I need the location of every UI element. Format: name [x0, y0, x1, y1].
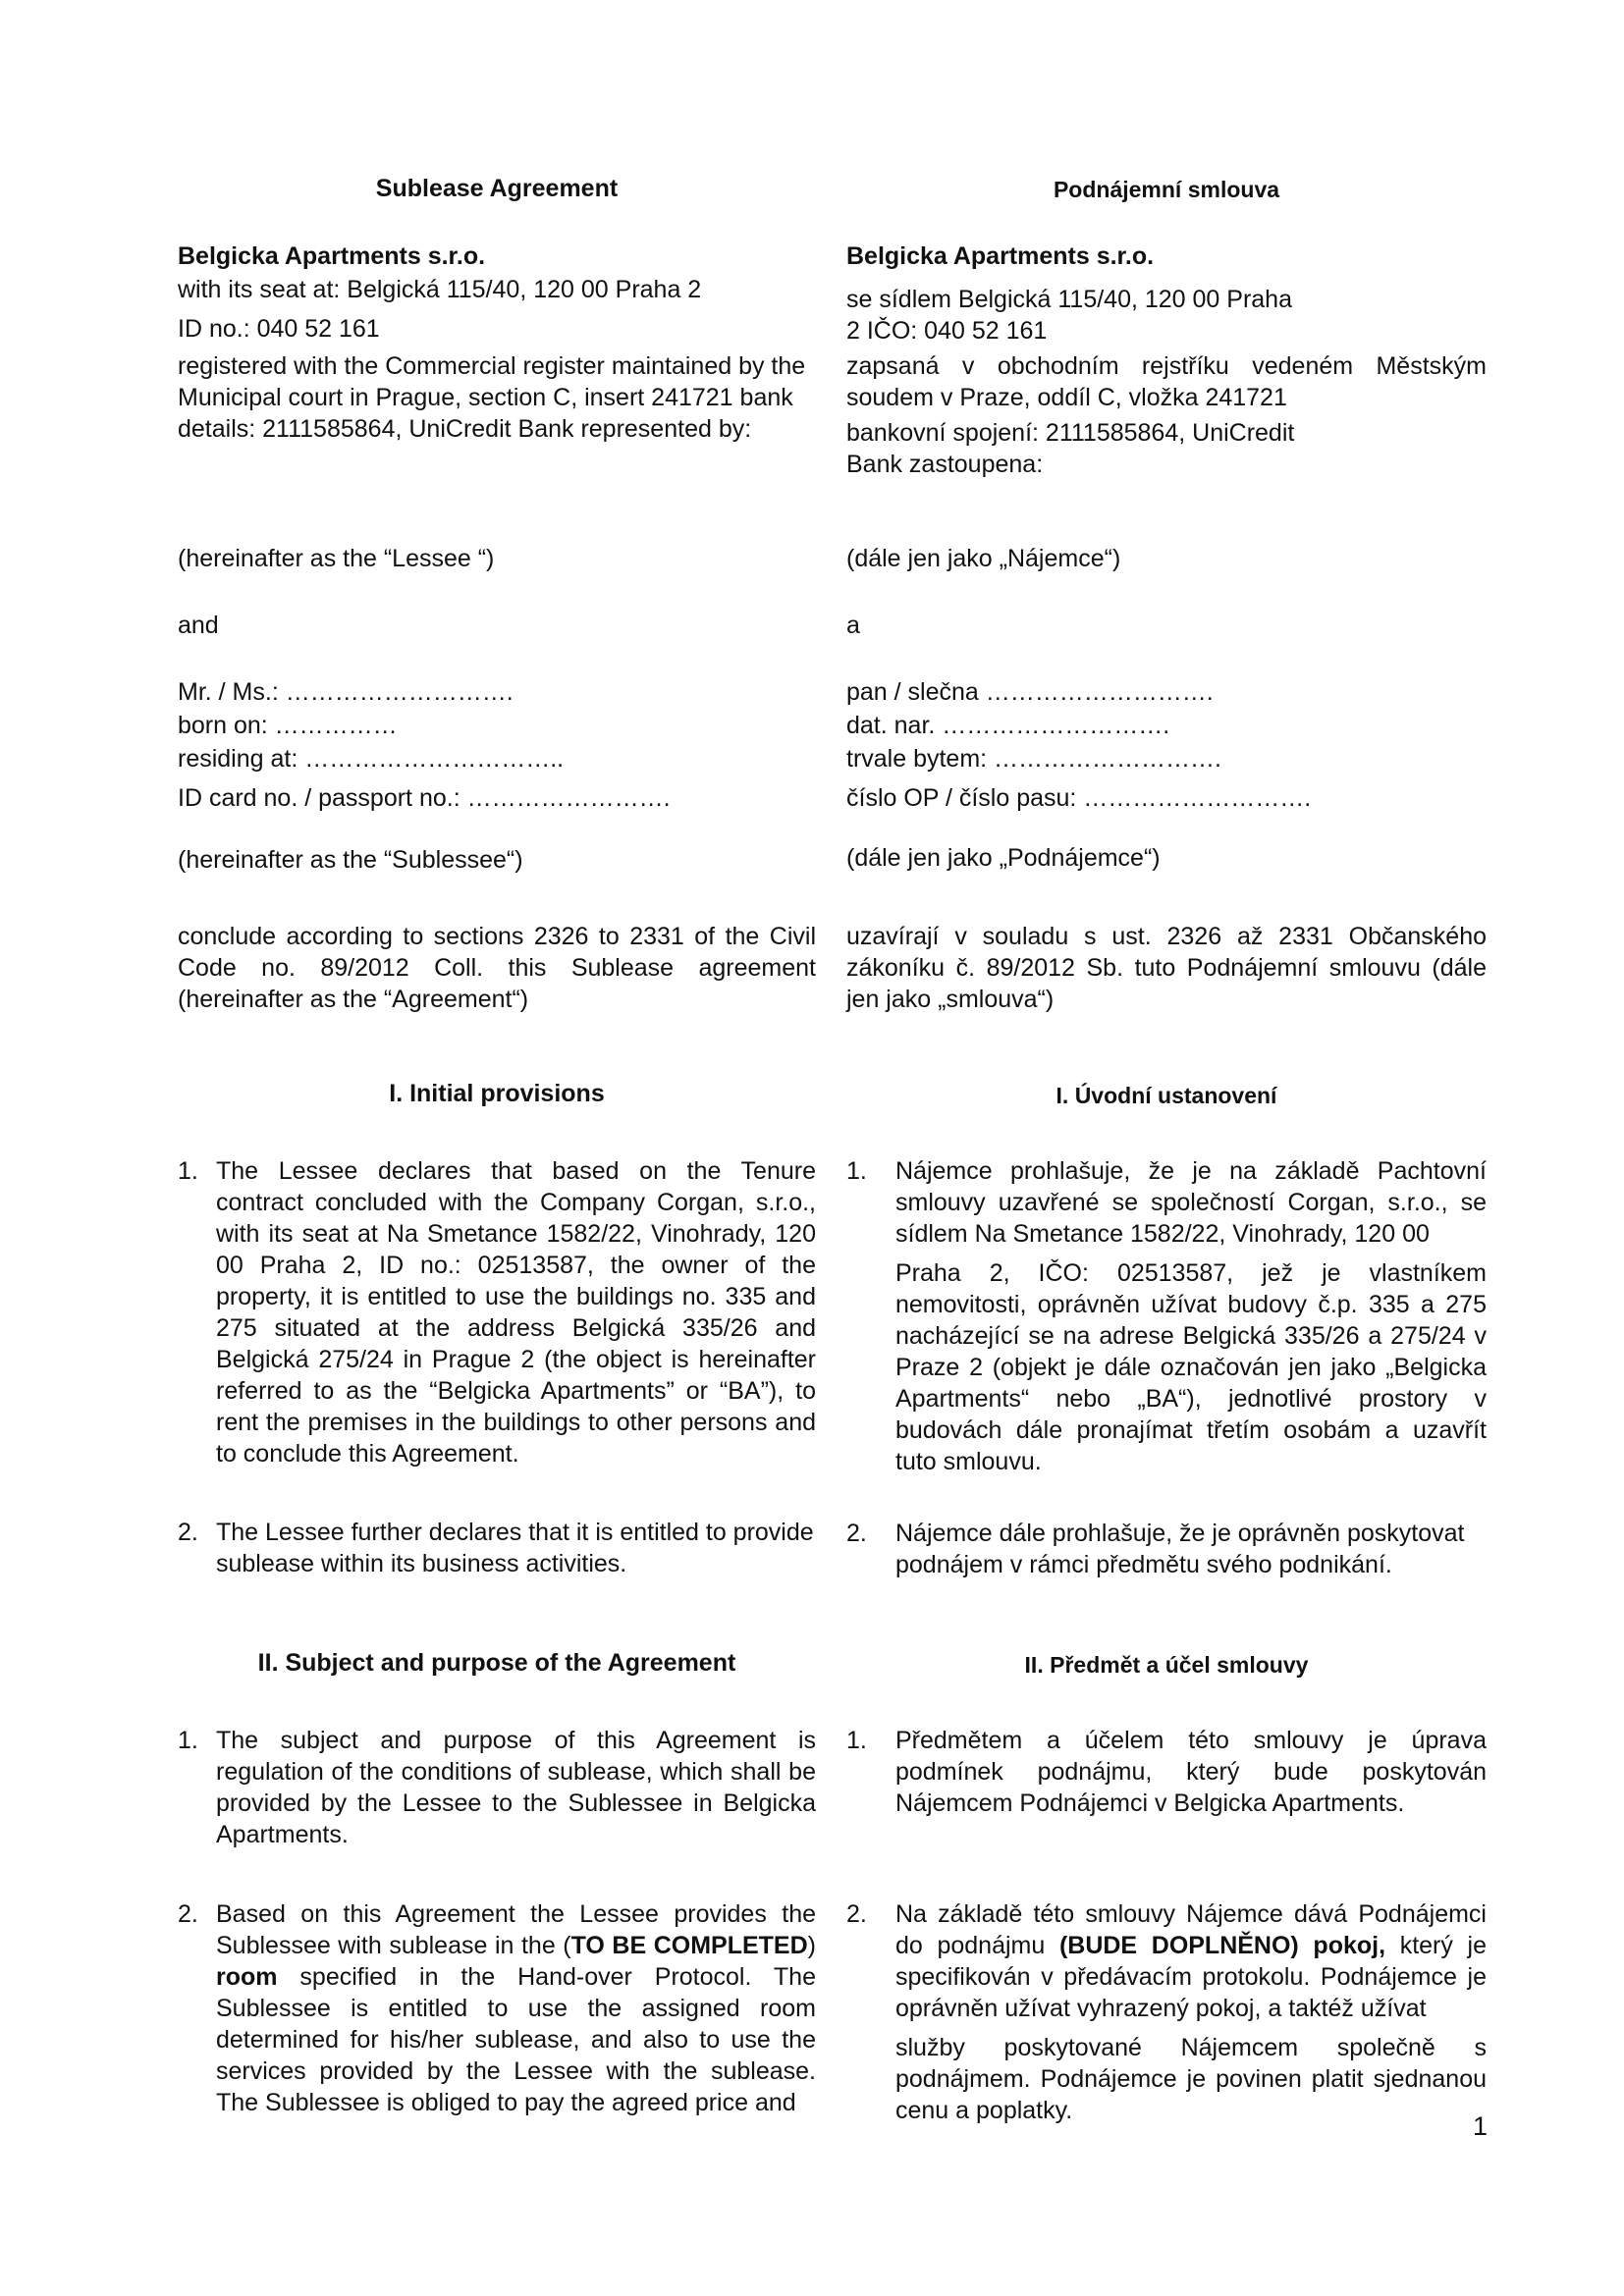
item-number: 1.: [178, 1157, 198, 1185]
czech-born-field: dat. nar. ……………………….: [846, 712, 1170, 739]
bank-line-1: bankovní spojení: 2111585864, UniCredit: [846, 419, 1295, 447]
english-section2-item-2: [178, 1898, 816, 2118]
english-residing-field: residing at: …………………………..: [178, 745, 565, 773]
bank-line-2: Bank zastoupena:: [846, 451, 1044, 478]
item-number: 2.: [846, 1520, 867, 1547]
czech-section1-item-2: [846, 1518, 1487, 1580]
text-run: ): [807, 1932, 816, 1959]
czech-hereinafter-sublessee: (dále jen jako „Podnájemce“): [846, 844, 1161, 872]
item-text: The subject and purpose of this Agreement is regulation of the conditions of sublease, which shall be provided by the Lessee to the Sublessee in Belgicka Apartments.: [216, 1727, 816, 1848]
czech-section2-item-2: [846, 1898, 1487, 2126]
english-hereinafter-sublessee: (hereinafter as the “Sublessee“): [178, 846, 523, 874]
item-text: Předmětem a účelem této smlouvy je úprava podmínek podnájmu, který bude poskytován Nájemcem Podnájemci v Belgicka Apartments.: [895, 1727, 1487, 1817]
page-number: 1: [1473, 2111, 1489, 2141]
text-run: Na základě této smlouvy Nájemce dává Podnájemci do podnájmu: [895, 1900, 1487, 1959]
item-text-part-1: Nájemce prohlašuje, že je na základě Pachtovní smlouvy uzavřené se společností Corgan, s.r.o., se sídlem Na Smetance 1582/22, Vinohrady, 120 00: [895, 1157, 1487, 1248]
english-id-no: ID no.: 040 52 161: [178, 315, 380, 343]
item-text: The Lessee declares that based on the Tenure contract concluded with the Company Corgan, s.r.o., with its seat at Na Smetance 1582/22, Vinohrady, 120 00 Praha 2, ID no.: 02513587, the owner of the property, it is entitled to use the buildings no. 335 and 275 situated at the address Belgická 335/26 and Belgická 275/24 in Prague 2 (the object is hereinafter referred to as the “Belgicka Apartments” or “BA”), to rent the premises in the buildings to other persons and to conclude this Agreement.: [216, 1157, 816, 1468]
czech-section2-item-1: [846, 1725, 1487, 1819]
bold-text-run: room: [216, 1963, 278, 1991]
item-number: 1.: [178, 1727, 198, 1754]
item-text-part-2: Praha 2, IČO: 02513587, jež je vlastníkem nemovitosti, oprávněn užívat budovy č.p. 335 a 275 nacházející se na adrese Belgická 335/26 a 275/24 v Praze 2 (objekt je dále označován jen jako „Belgicka Apartments“ nebo „BA“), jednotlivé prostory v budovách dále pronajímat třetím osobám a uzavřít tuto smlouvu.: [895, 1259, 1487, 1475]
english-born-field: born on: ……………: [178, 712, 398, 739]
english-registration: registered with the Commercial register maintained by the Municipal court in Prague, section C, insert 241721 bank details: 2111585864, UniCredit Bank represented by:: [178, 352, 806, 443]
item-number: 2.: [846, 1900, 867, 1928]
czech-section1-item-1: [846, 1155, 1487, 1477]
item-text: [895, 1155, 1487, 1477]
item-number: 1.: [846, 1157, 867, 1185]
item-text-part-2: služby poskytované Nájemcem společně s podnájmem. Podnájemce je povinen platit sjednanou cenu a poplatky.: [895, 2034, 1487, 2124]
czech-and: a: [846, 612, 860, 639]
item-number: 2.: [178, 1519, 198, 1546]
english-title: Sublease Agreement: [375, 175, 619, 202]
text-run: Based on this Agreement the Lessee provides the Sublessee with sublease in the (: [216, 1900, 816, 1959]
english-name-field: Mr. / Ms.: ……………………….: [178, 678, 514, 706]
czech-title: Podnájemní smlouva: [1053, 177, 1280, 202]
czech-hereinafter-lessee: (dále jen jako „Nájemce“): [846, 545, 1121, 572]
seat-line-1: se sídlem Belgická 115/40, 120 00 Praha: [846, 286, 1292, 313]
english-seat: with its seat at: Belgická 115/40, 120 00 Praha 2: [178, 276, 702, 303]
english-section1-item-1: [178, 1155, 816, 1469]
english-lessee-name: Belgicka Apartments s.r.o.: [178, 242, 486, 270]
czech-section2-title: II. Předmět a účel smlouvy: [1024, 1652, 1309, 1678]
english-conclude: conclude according to sections 2326 to 2331 of the Civil Code no. 89/2012 Coll. this Sublease agreement (hereinafter as the “Agreement“): [178, 923, 816, 1013]
english-and: and: [178, 612, 219, 639]
english-id-card-field: ID card no. / passport no.: …………………….: [178, 784, 671, 812]
item-text: The Lessee further declares that it is entitled to provide sublease within its business activities.: [216, 1519, 814, 1577]
bold-text-run: (BUDE DOPLNĚNO) pokoj,: [1058, 1932, 1386, 1959]
czech-registration: zapsaná v obchodním rejstříku vedeném Městským soudem v Praze, oddíl C, vložka 241721: [846, 352, 1487, 411]
english-section2-item-1: [178, 1725, 816, 1850]
item-text: [895, 1898, 1487, 2126]
item-number: 2.: [178, 1900, 198, 1928]
seat-line-2: 2 IČO: 040 52 161: [846, 317, 1048, 345]
czech-id-card-field: číslo OP / číslo pasu: ……………………….: [846, 784, 1312, 812]
item-text: Nájemce dále prohlašuje, že je oprávněn poskytovat podnájem v rámci předmětu svého podnikání.: [895, 1520, 1465, 1578]
czech-name-field: pan / slečna ……………………….: [846, 678, 1214, 706]
czech-conclude: uzavírají v souladu s ust. 2326 až 2331 Občanského zákoníku č. 89/2012 Sb. tuto Podnájemní smlouvu (dále jen jako „smlouva“): [846, 923, 1487, 1013]
czech-bank: [846, 417, 1487, 480]
czech-seat: [846, 284, 1487, 347]
english-section1-item-2: [178, 1517, 816, 1579]
czech-residing-field: trvale bytem: ……………………….: [846, 745, 1221, 773]
english-hereinafter-lessee: (hereinafter as the “Lessee “): [178, 545, 495, 572]
item-text: [216, 1898, 816, 2118]
bold-text-run: TO BE COMPLETED: [570, 1932, 808, 1959]
czech-section1-title: I. Úvodní ustanovení: [1056, 1083, 1277, 1108]
text-run: který je specifikován v předávacím protokolu. Podnájemce je oprávněn užívat vyhrazený pokoj, a taktéž užívat: [895, 1932, 1487, 2022]
item-number: 1.: [846, 1727, 867, 1754]
english-section1-title: I. Initial provisions: [389, 1080, 605, 1107]
english-section2-title: II. Subject and purpose of the Agreement: [257, 1649, 736, 1677]
czech-lessee-name: Belgicka Apartments s.r.o.: [846, 242, 1155, 270]
text-run: specified in the Hand-over Protocol. The Sublessee is entitled to use the assigned room determined for his/her sublease, and also to use the services provided by the Lessee with the sublease. The Sublessee is obliged to pay the agreed price and: [216, 1963, 816, 2116]
